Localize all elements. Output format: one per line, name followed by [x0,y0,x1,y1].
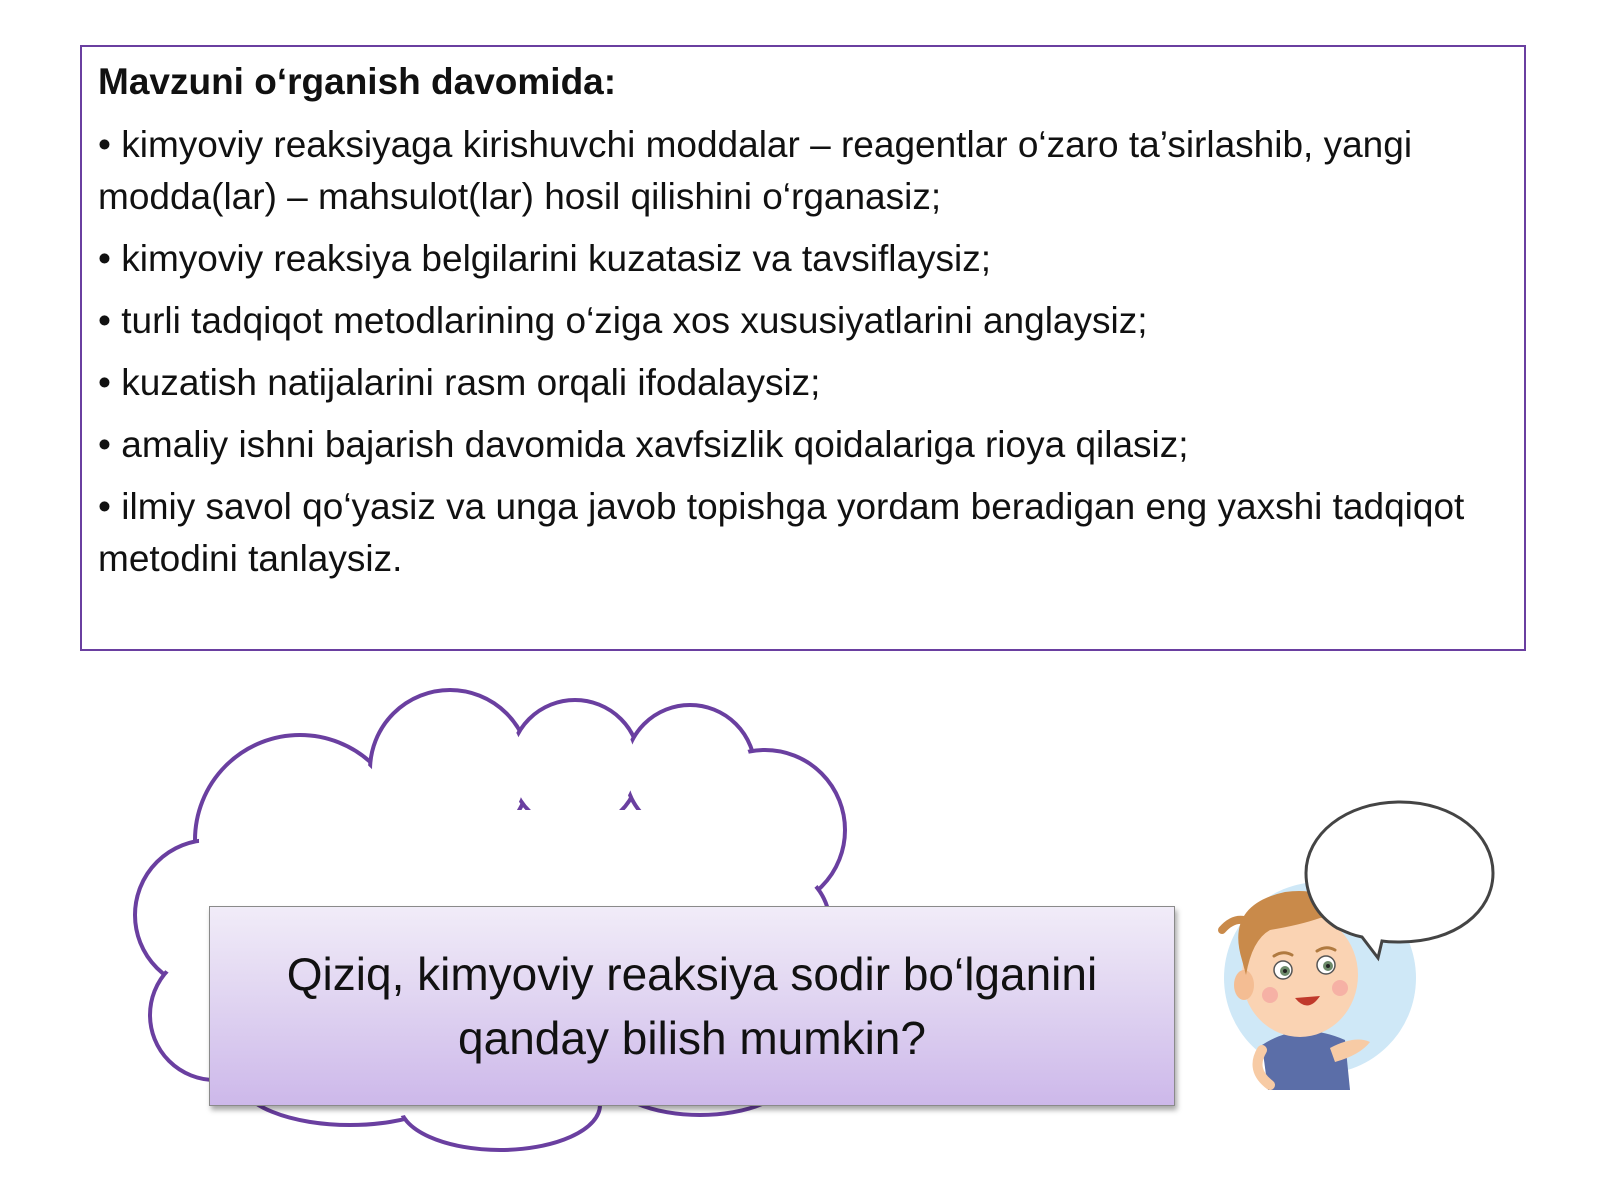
bullet-icon: • [98,124,111,165]
bullet-icon: • [98,486,111,527]
objective-text: amaliy ishni bajarish davomida xavfsizlik qoidalariga rioya qilasiz; [121,424,1189,465]
bullet-icon: • [98,362,111,403]
objective-text: turli tadqiqot metodlarining o‘ziga xos xususiyatlarini anglaysiz; [121,300,1148,341]
question-box [209,906,1175,1106]
objective-text: kuzatish natijalarini rasm orqali ifodalaysiz; [121,362,821,403]
bullet-icon: • [98,300,111,341]
question-text: Qiziq, kimyoviy reaksiya sodir bo‘lganini qanday bilish mumkin? [286,948,1098,1064]
objective-text: kimyoviy reaksiya belgilarini kuzatasiz va tavsiflaysiz; [121,238,992,279]
bullet-icon: • [98,424,111,465]
objectives-heading: Mavzuni o‘rganish davomida: [98,61,617,102]
bullet-icon: • [98,238,111,279]
objective-text: ilmiy savol qo‘yasiz va unga javob topishga yordam beradigan eng yaxshi tadqiqot metodini tanlaysiz. [98,486,1465,579]
objective-text: kimyoviy reaksiyaga kirishuvchi moddalar – reagentlar o‘zaro ta’sirlashib, yangi modda(lar) – mahsulot(lar) hosil qilishini o‘rganasiz; [98,124,1413,217]
